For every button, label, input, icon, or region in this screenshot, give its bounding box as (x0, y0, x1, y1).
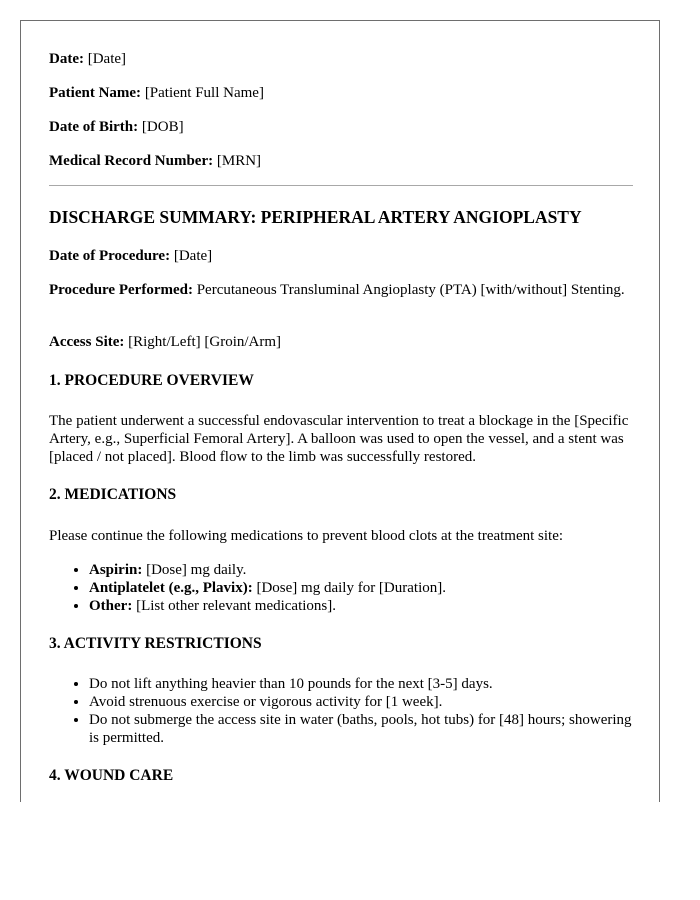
activity-item: • Avoid strenuous exercise or vigorous activity for [1 week]. (89, 693, 634, 711)
medication-item (89, 579, 634, 597)
procedure-performed-field (49, 281, 633, 299)
procedure-date-label: Date of Procedure: (49, 248, 171, 264)
medication-label: Other: (89, 598, 133, 614)
section-heading-wound-care: 4. WOUND CARE (49, 767, 174, 784)
header-mrn-label: Medical Record Number: (49, 153, 214, 169)
header-patient-name (49, 84, 264, 102)
procedure-date-field (49, 247, 212, 265)
medication-text: [Dose] mg daily. (146, 562, 247, 578)
document-title: DISCHARGE SUMMARY: PERIPHERAL ARTERY ANGIOPLASTY (49, 207, 582, 227)
procedure-performed-label: Procedure Performed: (49, 282, 193, 298)
medication-item (89, 597, 634, 615)
header-dob-value: [DOB] (141, 119, 184, 135)
section-heading-medications: 2. MEDICATIONS (49, 486, 177, 503)
medication-item (89, 561, 634, 579)
procedure-performed-value: Percutaneous Transluminal Angioplasty (PTA) [with/without] Stenting. (196, 282, 625, 298)
header-patient-value: [Patient Full Name] (144, 85, 264, 101)
header-mrn-value: [MRN] (216, 153, 262, 169)
medications-list (49, 561, 634, 615)
medications-intro: Please continue the following medications to prevent blood clots at the treatment site: (49, 528, 564, 544)
activity-item: • Do not submerge the access site in water (baths, pools, hot tubs) for [48] hours; showering is permitted. (89, 711, 634, 747)
header-dob-label: Date of Birth: (49, 119, 139, 135)
medication-label: Antiplatelet (e.g., Plavix): (89, 580, 253, 596)
access-site-field (49, 333, 281, 351)
section-heading-overview: 1. PROCEDURE OVERVIEW (49, 372, 254, 389)
activity-item: • Do not lift anything heavier than 10 pounds for the next [3-5] days. (89, 675, 634, 693)
header-date-value: [Date] (87, 51, 127, 67)
medication-text: [Dose] mg daily for [Duration]. (256, 580, 446, 596)
header-divider (49, 185, 633, 186)
medication-label: Aspirin: (89, 562, 143, 578)
section-heading-activity: 3. ACTIVITY RESTRICTIONS (49, 635, 262, 652)
header-dob (49, 118, 184, 136)
medication-text: [List other relevant medications]. (136, 598, 337, 614)
activity-list (49, 675, 634, 747)
header-date (49, 50, 126, 68)
access-site-label: Access Site: (49, 334, 125, 350)
overview-paragraph: The patient underwent a successful endovascular intervention to treat a blockage in the [Specific Artery, e.g., Superficial Femoral Artery]. A balloon was used to open the vessel, and a stent was [placed / not placed]. Blood flow to the limb was successfully restored. (49, 413, 629, 465)
access-site-value: [Right/Left] [Groin/Arm] (128, 334, 282, 350)
procedure-date-value: [Date] (173, 248, 213, 264)
header-mrn (49, 152, 261, 170)
document-page (20, 20, 660, 802)
header-date-label: Date: (49, 51, 84, 67)
header-patient-label: Patient Name: (49, 85, 142, 101)
